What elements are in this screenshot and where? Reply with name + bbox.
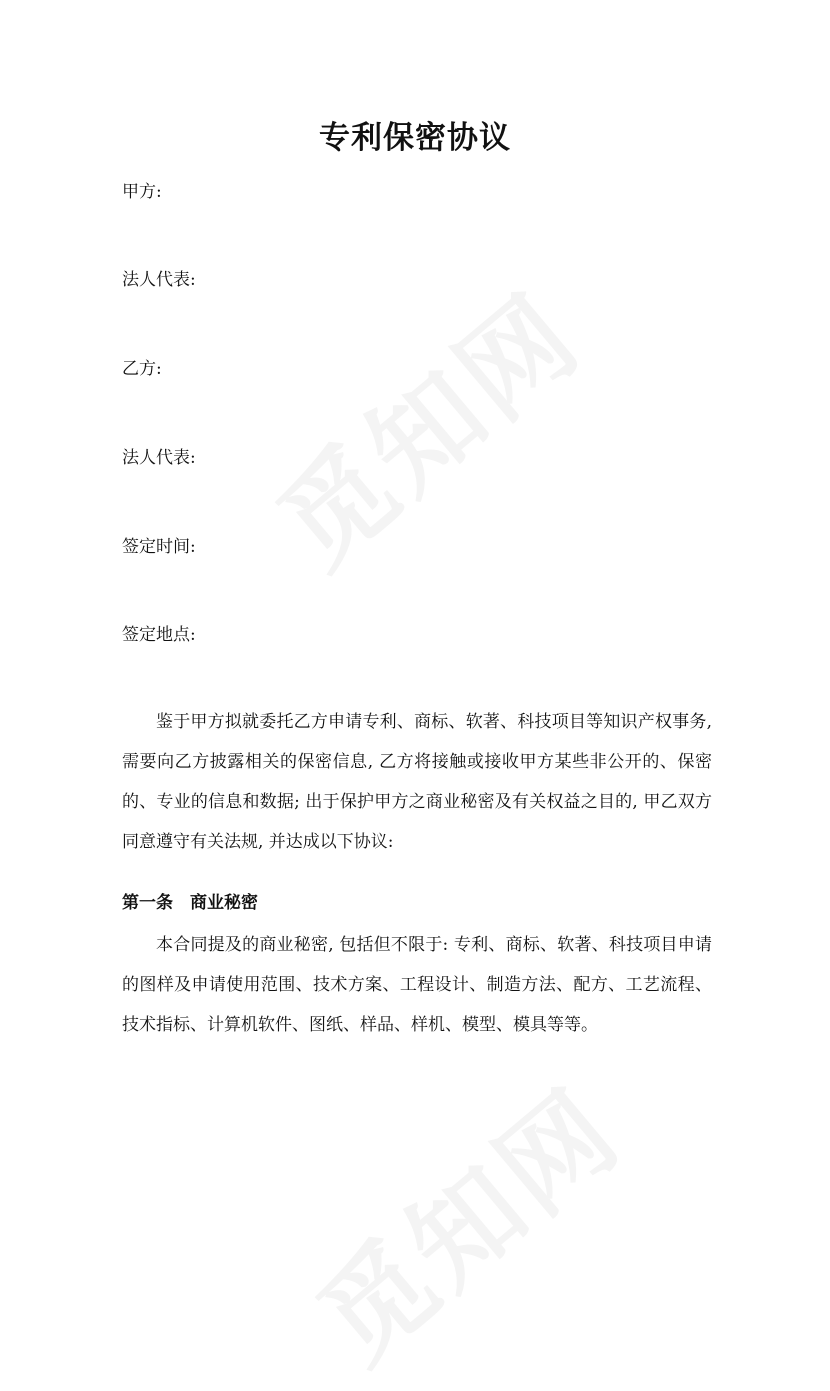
party-a-field: 甲方:	[122, 182, 162, 202]
party-b-representative-field: 法人代表:	[122, 448, 196, 468]
article-1-heading: 第一条 商业秘密	[122, 893, 258, 913]
party-a-representative-field: 法人代表:	[122, 270, 196, 290]
signing-time-field: 签定时间:	[122, 537, 196, 557]
article-1-body: 本合同提及的商业秘密, 包括但不限于: 专利、商标、软著、科技项目申请的图样及申请使用范围、技术方案、工程设计、制造方法、配方、工艺流程、技术指标、计算机软件、图纸、样品、样机、模型、模具等等。	[122, 935, 712, 1035]
watermark-bottom: 觅知网	[295, 1065, 645, 1387]
party-b-field: 乙方:	[122, 359, 162, 379]
document-title: 专利保密协议	[319, 120, 511, 156]
preamble-paragraph: 鉴于甲方拟就委托乙方申请专利、商标、软著、科技项目等知识产权事务, 需要向乙方披露相关的保密信息, 乙方将接触或接收甲方某些非公开的、保密的、专业的信息和数据; 出于保护甲方之商业秘密及有关权益之目的, 甲乙双方同意遵守有关法规, 并达成以下协议:	[122, 712, 712, 852]
signing-place-field: 签定地点:	[122, 625, 196, 645]
watermark: 觅知网	[255, 270, 605, 592]
